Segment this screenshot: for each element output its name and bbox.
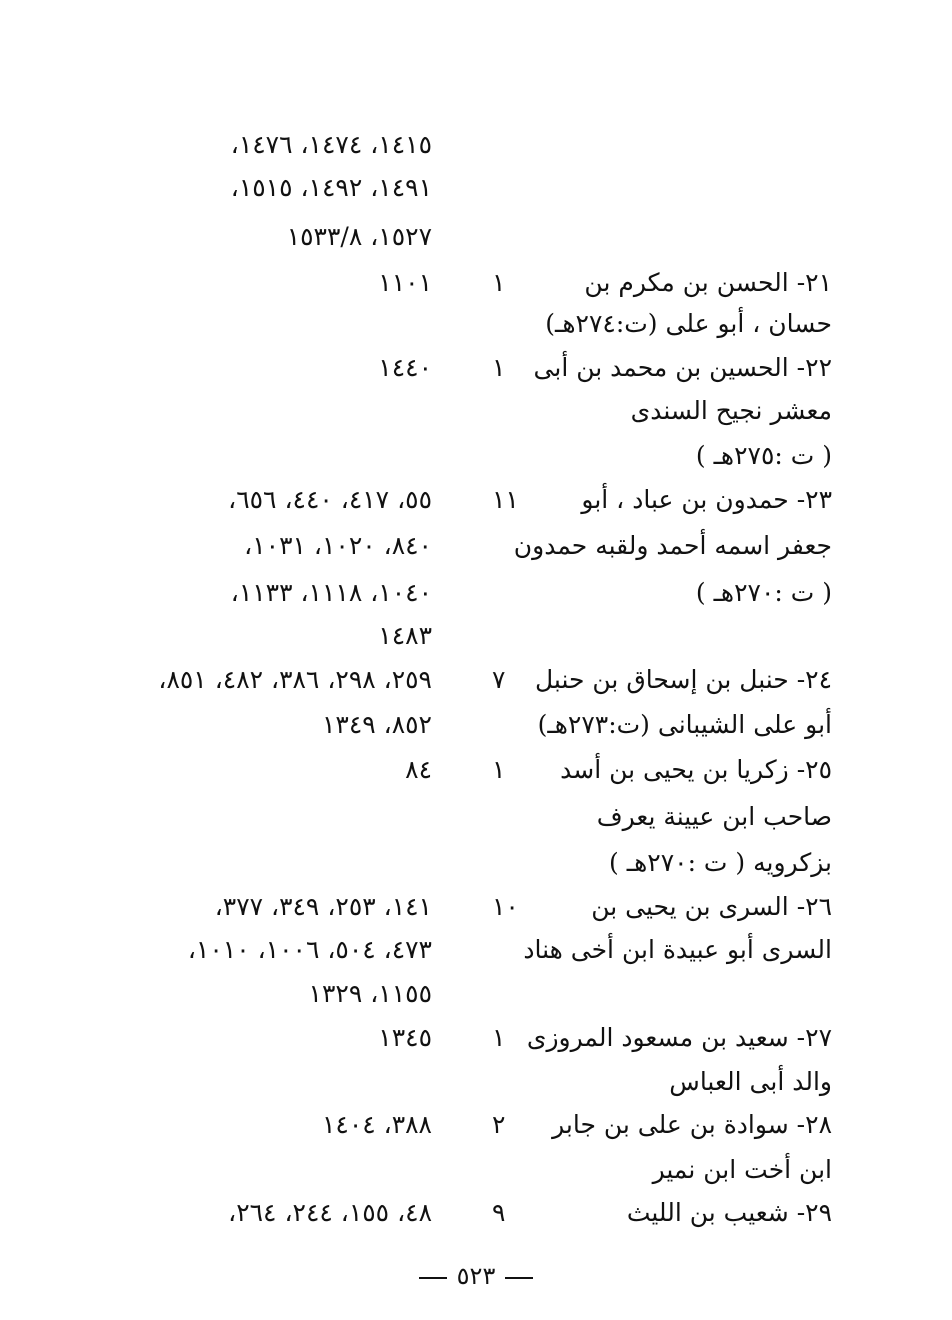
entry-refs-line: ١٤٩١، ١٤٩٢، ١٥١٥، bbox=[230, 173, 432, 202]
page-footer bbox=[0, 1262, 952, 1290]
entry-name-line: أبو على الشيبانى (ت:٢٧٣هـ) bbox=[537, 710, 832, 739]
entry-refs-line: ١٤١، ٢٥٣، ٣٤٩، ٣٧٧، bbox=[214, 892, 432, 921]
entry-refs-line: ٨٤ bbox=[405, 755, 432, 784]
entry-refs-line: ٥٥، ٤١٧، ٤٤٠، ٦٥٦، bbox=[228, 485, 432, 514]
entry-name-line: ٢٥- زكريا بن يحيى بن أسد bbox=[560, 755, 832, 784]
entry-count: ١١ bbox=[492, 485, 519, 514]
entry-name-line: حسان ، أبو على (ت:٢٧٤هـ) bbox=[545, 309, 832, 338]
entry-name-line: السرى أبو عبيدة ابن أخى هناد bbox=[523, 935, 832, 964]
entry-name-line: ٢١- الحسن بن مكرم بن bbox=[584, 268, 832, 297]
entry-name-line: ٢٧- سعيد بن مسعود المروزى bbox=[526, 1023, 832, 1052]
entry-count: ١ bbox=[492, 755, 506, 784]
entry-name-line: ٢٣- حمدون بن عباد ، أبو bbox=[581, 485, 832, 514]
entry-name-line: معشر نجيح السندى bbox=[630, 396, 832, 425]
entry-name-line: صاحب ابن عيينة يعرف bbox=[596, 802, 832, 831]
entry-refs-line: ١٤٤٠ bbox=[378, 353, 432, 382]
entry-count: ١ bbox=[492, 353, 506, 382]
entry-count: ٧ bbox=[492, 665, 506, 694]
entry-refs-line: ٢٥٩، ٢٩٨، ٣٨٦، ٤٨٢، ٨٥١، bbox=[158, 665, 432, 694]
entry-name-line: ( ت :٢٧٥هـ ) bbox=[695, 441, 832, 470]
footer-dash-right bbox=[505, 1277, 533, 1279]
entry-refs-line: ١١٠١ bbox=[378, 268, 432, 297]
page-number: ٥٢٣ bbox=[456, 1262, 496, 1290]
entry-refs-line: ١٥٢٧، ١٥٣٣/٨ bbox=[286, 222, 432, 251]
entry-name-line: والد أبى العباس bbox=[669, 1067, 832, 1096]
entry-refs-line: ٣٨٨، ١٤٠٤ bbox=[321, 1110, 432, 1139]
entry-count: ١ bbox=[492, 1023, 506, 1052]
entry-name-line: ٢٢- الحسين بن محمد بن أبى bbox=[533, 353, 832, 382]
entry-name-line: ٢٩- شعيب بن الليث bbox=[626, 1198, 832, 1227]
entry-count: ٢ bbox=[492, 1110, 506, 1139]
entry-name-line: ( ت :٢٧٠هـ ) bbox=[695, 578, 832, 607]
entry-name-line: ٢٨- سوادة بن على بن جابر bbox=[552, 1110, 832, 1139]
entry-refs-line: ٤٧٣، ٥٠٤، ١٠٠٦، ١٠١٠، bbox=[187, 935, 432, 964]
entry-name-line: جعفر اسمه أحمد ولقبه حمدون bbox=[513, 531, 832, 560]
footer-dash-left bbox=[419, 1277, 447, 1279]
entry-refs-line: ٨٥٢، ١٣٤٩ bbox=[321, 710, 432, 739]
entry-refs-line: ١٤٨٣ bbox=[378, 621, 432, 650]
entry-refs-line: ٤٨، ١٥٥، ٢٤٤، ٢٦٤، bbox=[228, 1198, 432, 1227]
entry-refs-line: ١٠٤٠، ١١١٨، ١١٣٣، bbox=[230, 578, 432, 607]
entry-refs-line: ٨٤٠، ١٠٢٠، ١٠٣١، bbox=[244, 531, 432, 560]
entry-name-line: ٢٤- حنبل بن إسحاق بن حنبل bbox=[534, 665, 832, 694]
entry-name-line: ابن أخت ابن نمير bbox=[652, 1155, 832, 1184]
entry-name-line: بزكرويه ( ت :٢٧٠هـ ) bbox=[609, 848, 832, 877]
entry-refs-line: ١٤١٥، ١٤٧٤، ١٤٧٦، bbox=[230, 130, 432, 159]
entry-refs-line: ١١٥٥، ١٣٢٩ bbox=[308, 979, 432, 1008]
entry-count: ١٠ bbox=[492, 892, 519, 921]
entry-name-line: ٢٦- السرى بن يحيى بن bbox=[591, 892, 832, 921]
entry-count: ١ bbox=[492, 268, 506, 297]
entry-count: ٩ bbox=[492, 1198, 506, 1227]
entry-refs-line: ١٣٤٥ bbox=[378, 1023, 432, 1052]
